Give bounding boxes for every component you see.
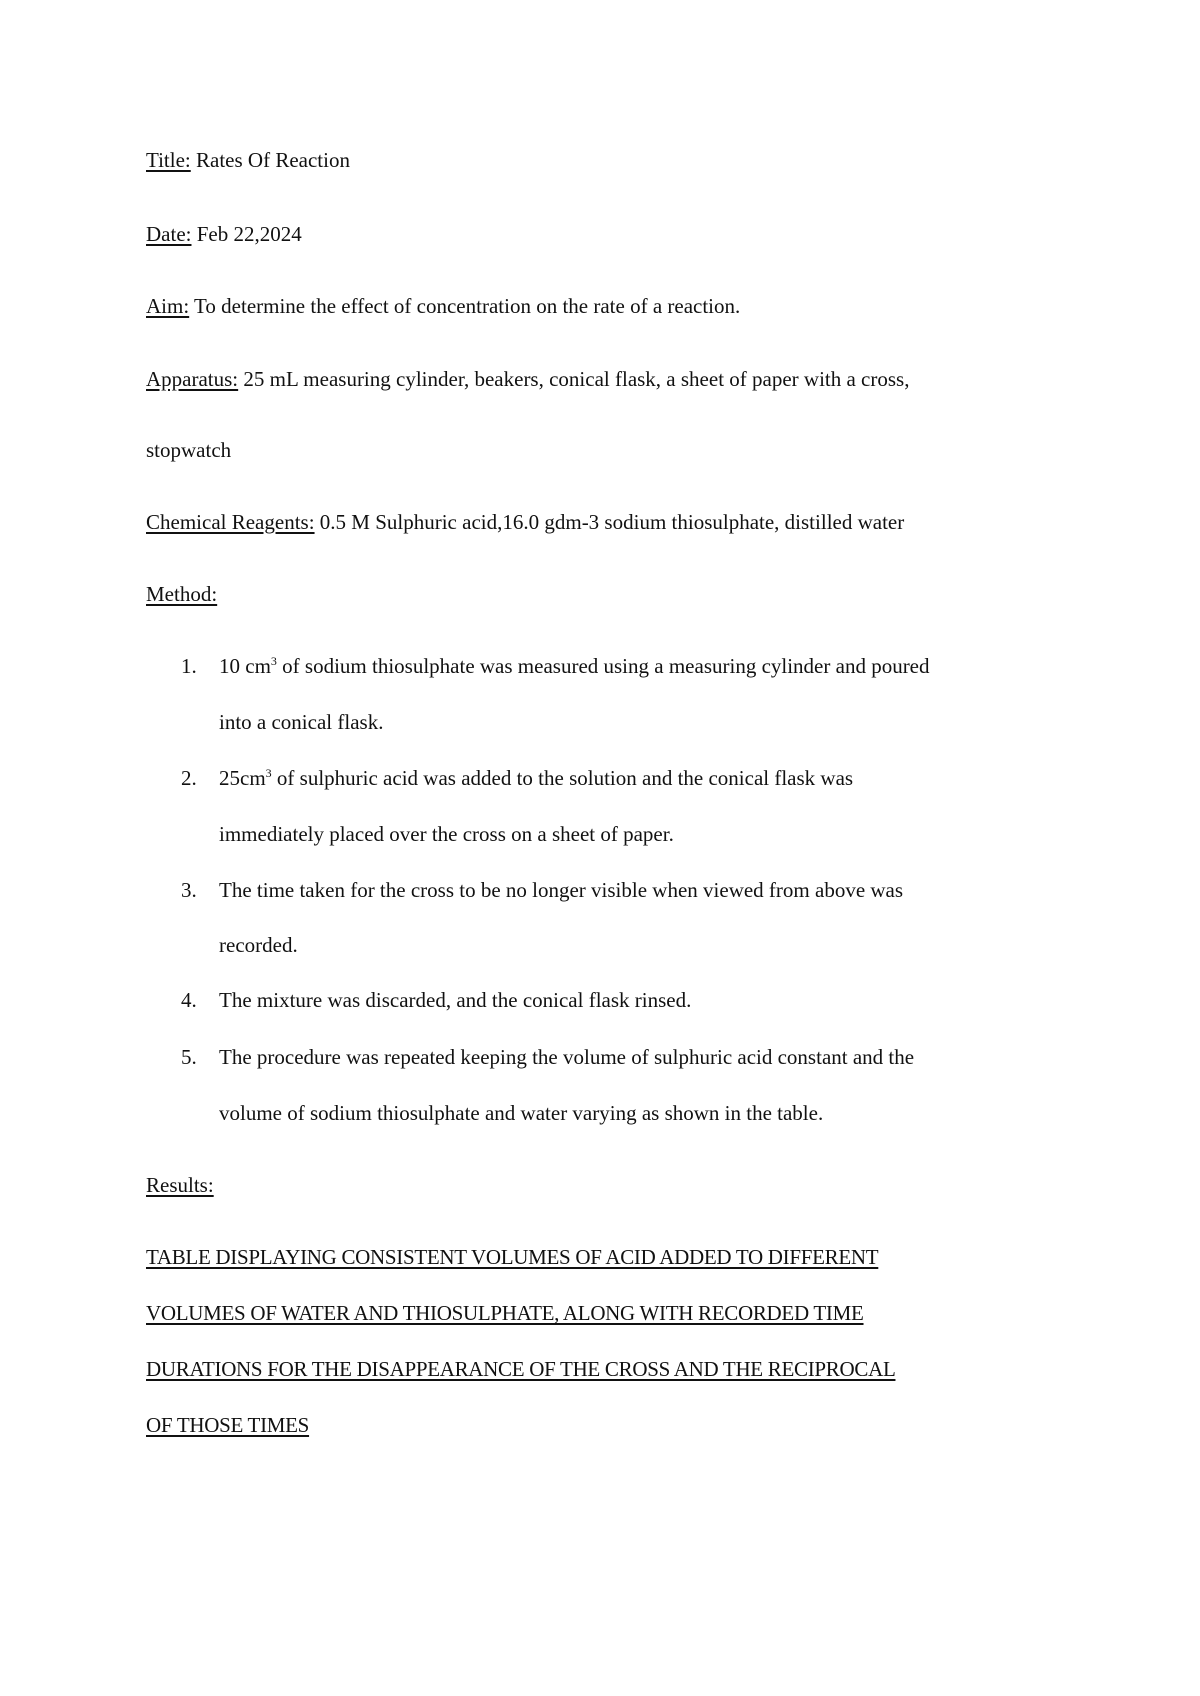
superscript: 3 xyxy=(270,654,277,668)
step-2-line-1 xyxy=(219,765,853,791)
step-number: 3. xyxy=(181,878,197,902)
results-heading xyxy=(146,1172,214,1198)
table-caption-line-3: DURATIONS FOR THE DISAPPEARANCE OF THE CROSS AND THE RECIPROCAL xyxy=(146,1357,896,1381)
step-3-line-2: recorded. xyxy=(219,933,298,957)
reagents-label: Chemical Reagents: xyxy=(146,510,315,534)
step-number: 5. xyxy=(181,1045,197,1069)
table-caption-line-2: VOLUMES OF WATER AND THIOSULPHATE, ALONG WITH RECORDED TIME xyxy=(146,1301,864,1325)
step-1-line-2: into a conical flask. xyxy=(219,710,384,734)
step-number: 2. xyxy=(181,766,197,790)
step-text: of sodium thiosulphate was measured using a measuring cylinder and poured xyxy=(276,654,930,678)
step-4-line-1: The mixture was discarded, and the conical flask rinsed. xyxy=(219,988,692,1012)
step-text: 25cm xyxy=(219,766,266,790)
step-number: 1. xyxy=(181,654,197,678)
reagents-value: 0.5 M Sulphuric acid,16.0 gdm-3 sodium thiosulphate, distilled water xyxy=(319,510,905,534)
date-line xyxy=(146,221,302,247)
title-value: Rates Of Reaction xyxy=(196,148,350,172)
reagents-line xyxy=(146,509,904,535)
superscript: 3 xyxy=(265,766,272,780)
step-5-line-1: The procedure was repeated keeping the volume of sulphuric acid constant and the xyxy=(219,1045,915,1069)
aim-label: Aim: xyxy=(146,294,190,318)
date-label: Date: xyxy=(146,222,192,246)
step-text: of sulphuric acid was added to the solution and the conical flask was xyxy=(271,766,854,790)
results-label: Results: xyxy=(146,1173,214,1197)
step-5-line-2: volume of sodium thiosulphate and water varying as shown in the table. xyxy=(219,1101,824,1125)
apparatus-value: 25 mL measuring cylinder, beakers, conical flask, a sheet of paper with a cross, xyxy=(243,367,910,391)
aim-line xyxy=(146,293,740,319)
aim-value: To determine the effect of concentration on the rate of a reaction. xyxy=(194,294,741,318)
step-number: 4. xyxy=(181,988,197,1012)
table-caption-line-1: TABLE DISPLAYING CONSISTENT VOLUMES OF ACID ADDED TO DIFFERENT xyxy=(146,1245,879,1269)
step-text: 10 cm xyxy=(219,654,271,678)
title-label: Title: xyxy=(146,148,191,172)
step-3-line-1: The time taken for the cross to be no longer visible when viewed from above was xyxy=(219,878,904,902)
method-label: Method: xyxy=(146,582,218,606)
title-line xyxy=(146,147,350,173)
method-heading xyxy=(146,581,217,607)
date-value: Feb 22,2024 xyxy=(196,222,302,246)
apparatus-continuation: stopwatch xyxy=(146,438,232,462)
apparatus-line xyxy=(146,366,909,392)
step-1-line-1 xyxy=(219,653,930,679)
step-2-line-2: immediately placed over the cross on a sheet of paper. xyxy=(219,822,674,846)
apparatus-label: Apparatus: xyxy=(146,367,239,391)
table-caption-line-4: OF THOSE TIMES xyxy=(146,1413,310,1437)
